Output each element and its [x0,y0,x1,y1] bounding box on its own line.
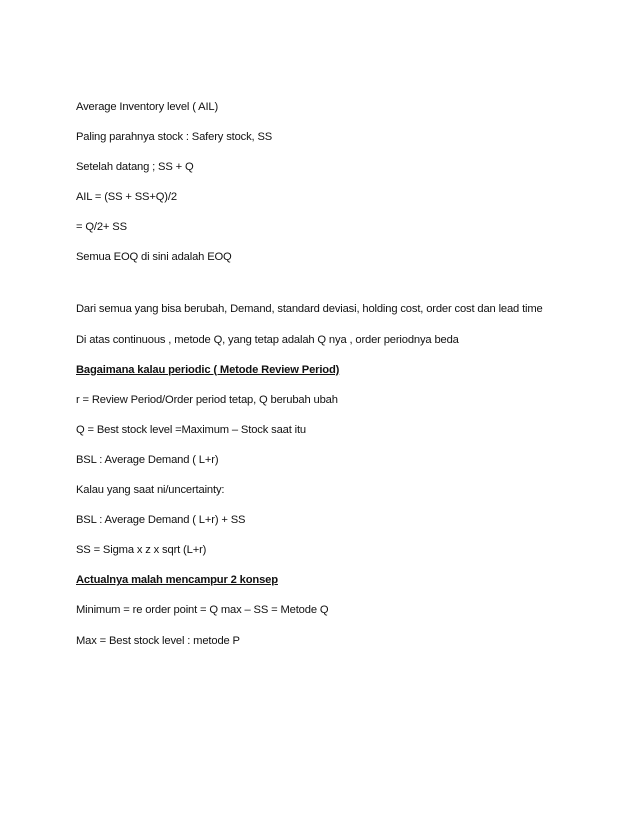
document-body [76,100,596,664]
text-line-review-period: r = Review Period/Order period tetap, Q berubah ubah [76,393,338,406]
text-line-uncertainty: Kalau yang saat ni/uncertainty: [76,484,225,497]
text-line-variables: Dari semua yang bisa berubah, Demand, standard deviasi, holding cost, order cost dan lead time [76,303,543,316]
text-line-bsl: BSL : Average Demand ( L+r) [76,453,219,466]
text-line-minimum: Minimum = re order point = Q max – SS = Metode Q [76,604,329,617]
text-line-ail-simplified: = Q/2+ SS [76,221,127,234]
text-line-after-arrival: Setelah datang ; SS + Q [76,161,194,174]
text-line-eoq-note: Semua EOQ di sini adalah EOQ [76,251,232,264]
heading-periodic: Bagaimana kalau periodic ( Metode Review Period) [76,363,340,376]
text-line-bsl-with-ss: BSL : Average Demand ( L+r) + SS [76,514,246,527]
text-line-continuous: Di atas continuous , metode Q, yang tetap adalah Q nya , order periodnya beda [76,333,459,346]
text-line-maximum: Max = Best stock level : metode P [76,634,240,647]
text-line-ss-formula: SS = Sigma x z x sqrt (L+r) [76,544,207,557]
heading-actual-mix: Actualnya malah mencampur 2 konsep [76,574,278,587]
text-line-safety-stock: Paling parahnya stock : Safery stock, SS [76,131,273,144]
text-line-best-stock-level: Q = Best stock level =Maximum – Stock saat itu [76,423,306,436]
text-line-ail-formula: AIL = (SS + SS+Q)/2 [76,191,177,204]
text-line-ail-title: Average Inventory level ( AIL) [76,101,219,113]
